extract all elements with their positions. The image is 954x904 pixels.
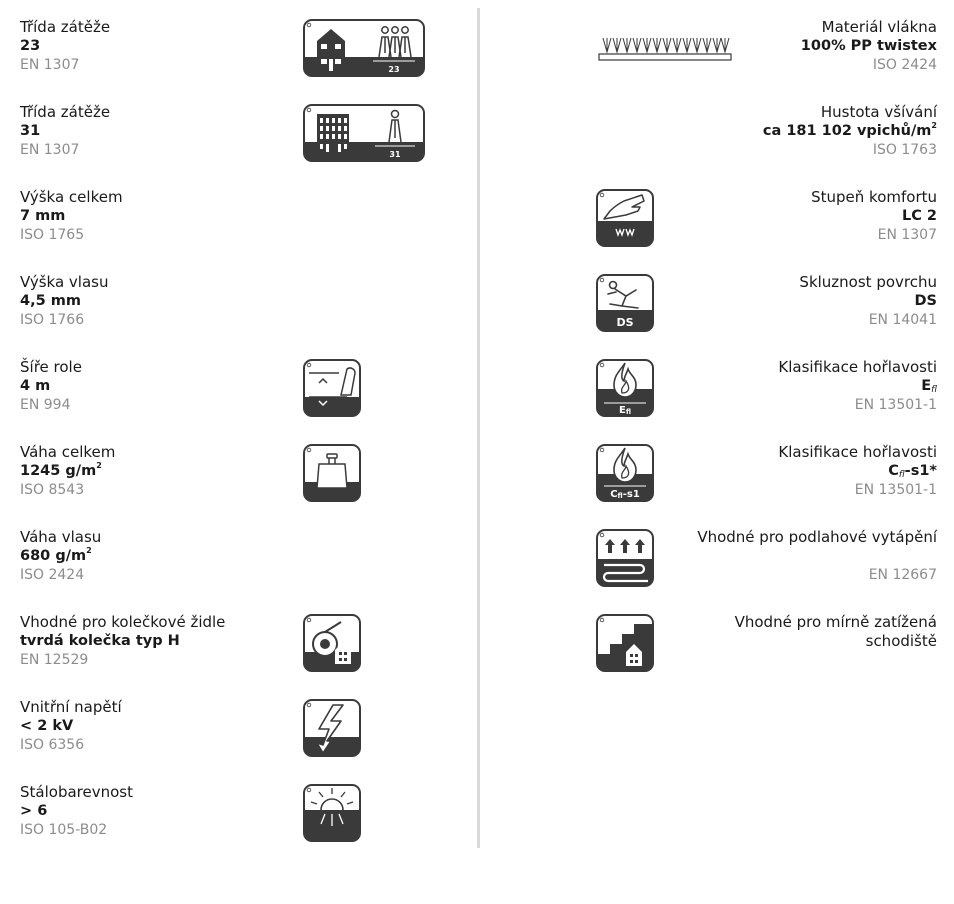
weight-icon [303, 444, 361, 502]
spec-standard: EN 1307 [877, 227, 937, 243]
spec-standard: ISO 1765 [20, 227, 85, 243]
icon-efl-letter: E [618, 405, 626, 416]
spec-label: Váha vlasu [20, 528, 102, 546]
spec-value-main: C [888, 463, 899, 479]
fire-class-efl-icon [596, 359, 654, 417]
spec-standard: EN 13501-1 [854, 397, 937, 413]
spec-value-sup: 2 [931, 121, 937, 130]
spec-fire-class-cfl [480, 443, 954, 503]
spec-value-main: ca 181 102 vpichů/m [762, 123, 932, 139]
roll-width-icon [303, 359, 361, 417]
spec-standard: ISO 1763 [872, 142, 937, 158]
spec-text [20, 188, 280, 245]
antistatic-icon [303, 699, 361, 757]
icon-cfl-letter: C [610, 489, 618, 500]
spec-value: 7 mm [20, 208, 66, 224]
spec-value-sub: fl [931, 385, 937, 395]
spec-value: tvrdá kolečka typ H [20, 633, 180, 649]
spec-text [637, 188, 937, 245]
spec-value [20, 547, 280, 566]
slip-resistance-icon [596, 274, 654, 332]
spec-text [20, 443, 280, 500]
spec-label: Vhodné pro podlahové vytápění [697, 528, 937, 546]
spec-standard: EN 1307 [20, 57, 80, 73]
castor-chair-icon [303, 614, 361, 672]
spec-text [20, 783, 280, 840]
spec-standard: ISO 2424 [872, 57, 937, 73]
spec-standard: ISO 6356 [20, 737, 85, 753]
spec-castor-chair [0, 613, 477, 673]
spec-value: 4 m [20, 378, 51, 394]
spec-label: Materiál vlákna [821, 18, 937, 36]
spec-text [697, 613, 937, 651]
spec-standard: ISO 8543 [20, 482, 85, 498]
spec-text [20, 528, 280, 585]
spec-total-height [0, 188, 477, 248]
spec-value-sup: 2 [86, 546, 92, 555]
spec-roll-width [0, 358, 477, 418]
spec-text [20, 273, 280, 330]
spec-value-sub: fl [898, 470, 905, 480]
icon-efl-sub: fl [625, 408, 632, 416]
icon-ds-text: DS [616, 316, 634, 329]
spec-label: Váha celkem [20, 443, 116, 461]
spec-text [637, 273, 937, 330]
underfloor-heating-icon [596, 529, 654, 587]
spec-underfloor-heating [480, 528, 954, 588]
spec-label: Vhodné pro mírně zatížená schodiště [734, 613, 937, 650]
spec-value-main: E [921, 378, 932, 394]
spec-label: Klasifikace hořlavosti [778, 358, 937, 376]
spec-load-class-31 [0, 103, 477, 163]
spec-label: Klasifikace hořlavosti [778, 443, 937, 461]
spec-text [637, 443, 937, 500]
commercial-class-31-icon [303, 104, 425, 162]
comfort-icon [596, 189, 654, 247]
spec-stairs [480, 613, 954, 673]
spec-label: Šíře role [20, 358, 82, 376]
pile-fibre-icon [597, 34, 733, 64]
icon-cfl-sub: fl [617, 492, 623, 500]
spec-value-main: 1245 g/m [20, 463, 97, 479]
spec-label: Stálobarevnost [20, 783, 133, 801]
spec-fire-class-efl [480, 358, 954, 418]
icon-class-number: 31 [389, 150, 401, 159]
spec-value: < 2 kV [20, 718, 74, 734]
spec-text [20, 18, 280, 75]
spec-standard: ISO 105-B02 [20, 822, 108, 838]
spec-value: > 6 [20, 803, 48, 819]
spec-standard: ISO 1766 [20, 312, 85, 328]
spec-value: LC 2 [901, 208, 937, 224]
spec-value-suffix: -s1* [904, 463, 937, 479]
fire-class-cfl-s1-icon [596, 444, 654, 502]
spec-tuft-density [480, 103, 954, 163]
spec-value-main: 680 g/m [20, 548, 87, 564]
spec-value: 4,5 mm [20, 293, 81, 309]
spec-standard: EN 12529 [20, 652, 89, 668]
spec-value: 23 [20, 38, 41, 54]
spec-label: Vhodné pro kolečkové židle [20, 613, 226, 631]
spec-value [637, 122, 937, 141]
spec-label: Stupeň komfortu [811, 188, 937, 206]
spec-standard: EN 1307 [20, 142, 80, 158]
spec-standard: EN 13501-1 [854, 482, 937, 498]
spec-label: Třída zátěže [20, 103, 111, 121]
residential-class-23-icon [303, 19, 425, 77]
lightfastness-icon [303, 784, 361, 842]
spec-text [637, 103, 937, 160]
spec-fibre-material [480, 18, 954, 78]
spec-standard: EN 14041 [868, 312, 937, 328]
spec-value: DS [914, 293, 937, 309]
spec-text [20, 358, 280, 415]
spec-value-sup: 2 [96, 461, 102, 470]
spec-label: Výška vlasu [20, 273, 109, 291]
spec-total-weight [0, 443, 477, 503]
icon-class-number: 23 [388, 65, 400, 74]
spec-text [20, 698, 280, 755]
spec-value: 100% PP twistex [800, 38, 937, 54]
spec-standard: EN 994 [20, 397, 71, 413]
spec-lightfastness [0, 783, 477, 843]
stairs-icon [596, 614, 654, 672]
spec-text [20, 613, 280, 670]
spec-standard: EN 12667 [868, 567, 937, 583]
spec-slip-resistance [480, 273, 954, 333]
spec-load-class-23 [0, 18, 477, 78]
svg-text:Cfl-s1 [610, 489, 640, 500]
icon-cfl-suffix: -s1 [622, 489, 640, 500]
spec-static-voltage [0, 698, 477, 758]
spec-label: Vnitřní napětí [20, 698, 122, 716]
spec-value: 31 [20, 123, 41, 139]
spec-label: Výška celkem [20, 188, 123, 206]
spec-pile-weight [0, 528, 477, 588]
spec-value [637, 377, 937, 396]
spec-text [20, 103, 280, 160]
spec-label: Hustota všívání [820, 103, 937, 121]
spec-text [637, 358, 937, 415]
spec-pile-height [0, 273, 477, 333]
spec-value [637, 462, 937, 481]
spec-comfort-level [480, 188, 954, 248]
spec-standard: ISO 2424 [20, 567, 85, 583]
spec-label: Skluznost povrchu [799, 273, 937, 291]
spec-label: Třída zátěže [20, 18, 111, 36]
spec-value [20, 462, 280, 481]
